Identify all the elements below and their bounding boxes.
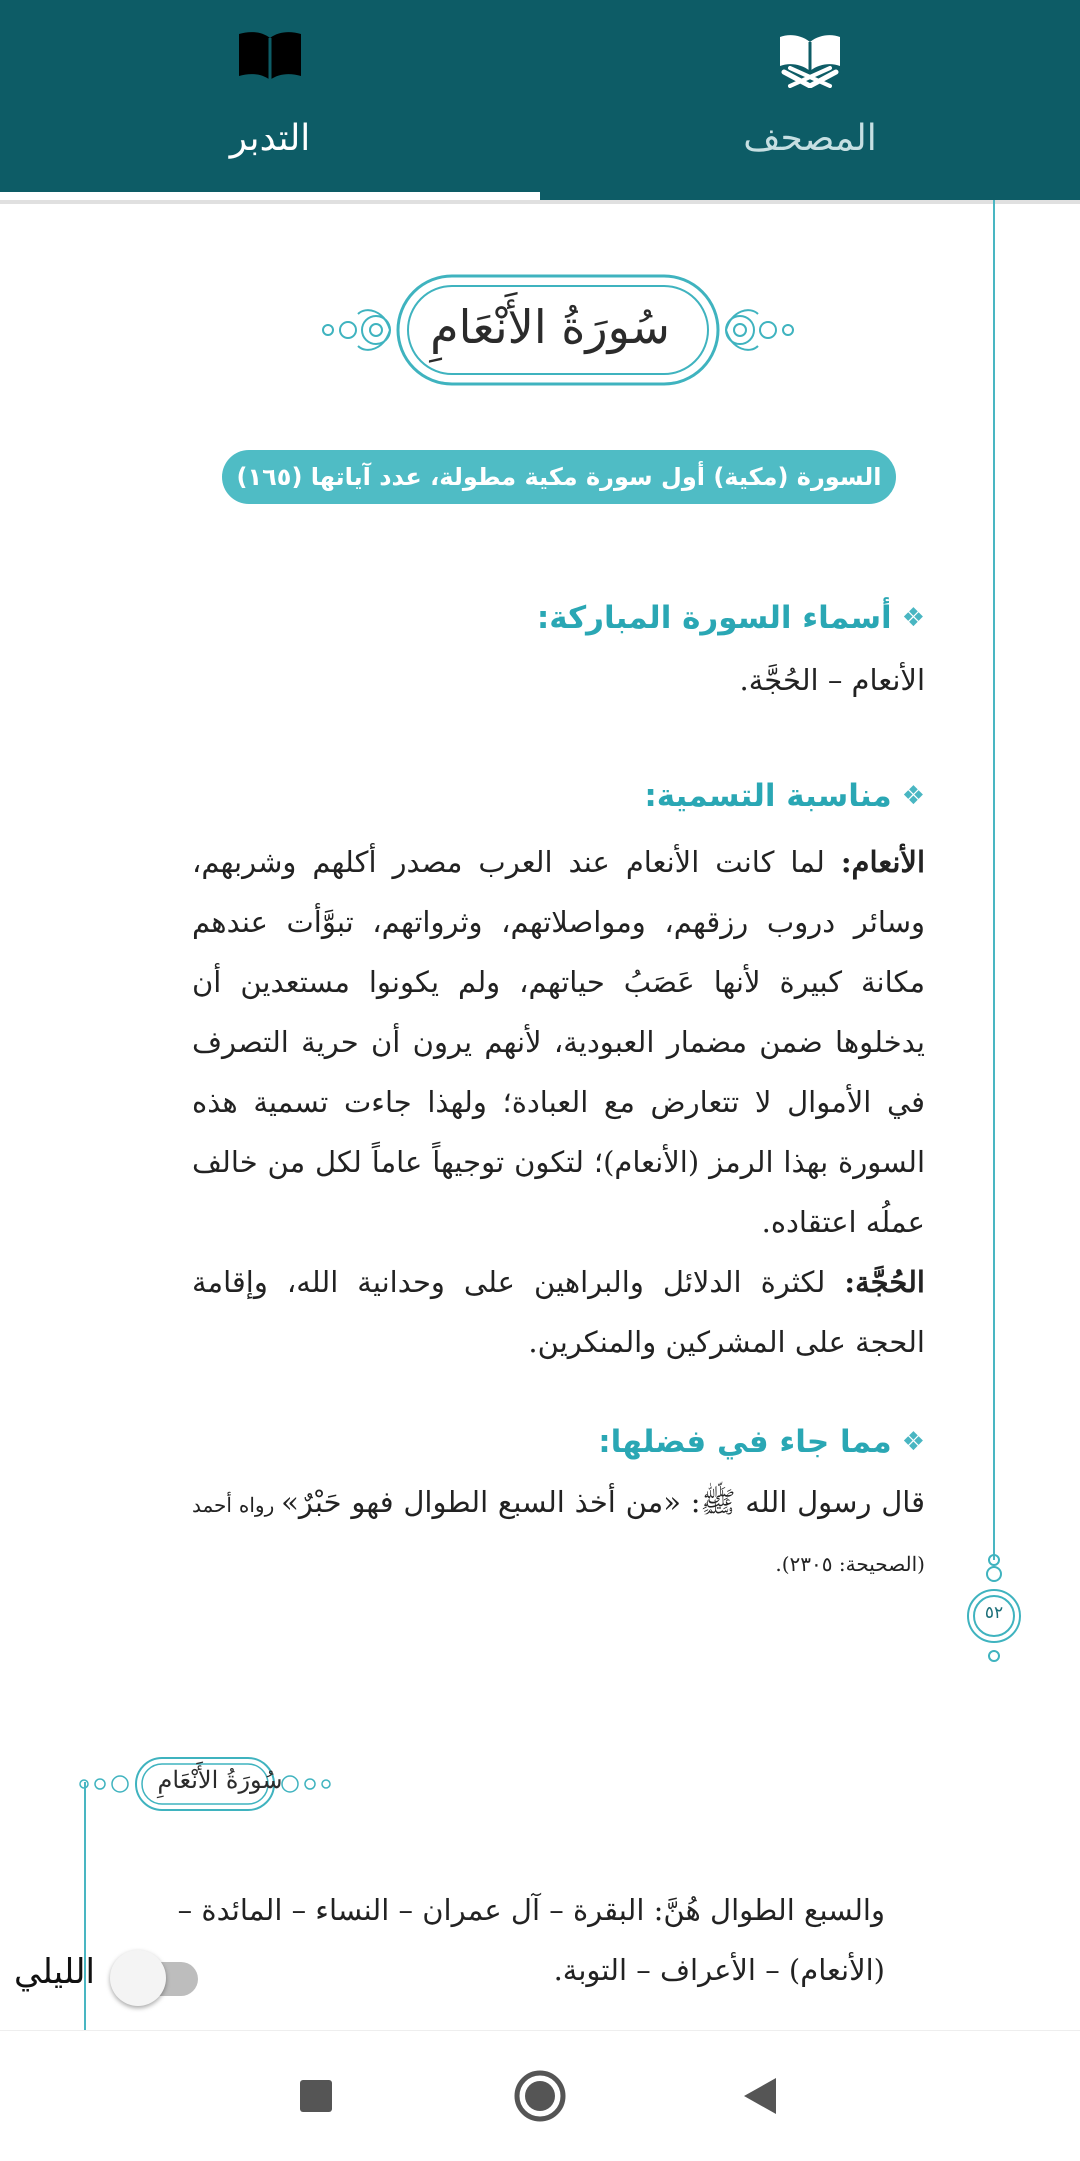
naming-heading-text: مناسبة التسمية:	[644, 778, 892, 814]
header-shadow	[0, 200, 1080, 204]
virtue-hadith: قال رسول الله ﷺ: «من أخذ السبع الطوال فهو حَبْرٌ»	[281, 1485, 925, 1519]
names-heading	[537, 600, 925, 636]
open-quran-icon	[774, 28, 846, 88]
naming-text-anaam: لما كانت الأنعام عند العرب مصدر أكلهم وشربهم، وسائر دروب رزقهم، ومواصلاتهم، وثرواتهم، تبوَّأت عندهم مكانة كبيرة لأنها عَصَبُ حياتهم، ولم يكونوا مستعدين أن يدخلوها ضمن مضمار العبودية، لأنهم يرون أن حرية التصرف في الأموال لا تتعارض مع العبادة؛ ولهذا جاءت تسمية هذه السورة بهذا الرمز (الأنعام)؛ لتكون توجيهاً عاماً لكل من خالف عملُه اعتقاده.	[192, 845, 925, 1239]
square-icon	[298, 2078, 334, 2114]
book-icon	[235, 28, 305, 84]
virtue-body	[192, 1474, 925, 1592]
next-page-border-line	[84, 1782, 86, 2030]
circle-icon	[513, 2069, 567, 2123]
ornament-icon: ❖	[901, 781, 925, 811]
active-tab-indicator	[0, 192, 540, 200]
home-button[interactable]	[480, 2031, 600, 2161]
naming-term-hujja: الحُجَّة:	[844, 1265, 925, 1299]
virtue-source: رواه أحمد (الصحيحة: ٢٣٠٥).	[192, 1493, 925, 1576]
ornament-icon: ❖	[901, 1427, 925, 1457]
virtue-heading	[598, 1424, 925, 1460]
night-mode-switch-thumb[interactable]	[110, 1950, 166, 2006]
names-heading-text: أسماء السورة المباركة:	[536, 600, 892, 636]
naming-term-anaam: الأنعام:	[840, 845, 925, 879]
surah-title: سُورَةُ الأَنْعَامِ	[430, 300, 670, 354]
back-button[interactable]	[700, 2031, 820, 2161]
virtue-heading-text: مما جاء في فضلها:	[598, 1424, 892, 1460]
ornament-icon: ❖	[901, 603, 925, 633]
naming-heading	[644, 778, 925, 814]
recents-button[interactable]	[256, 2031, 376, 2161]
tab-tadabbur-label: التدبر	[229, 118, 311, 159]
next-page-text: والسبع الطوال هُنَّ: البقرة – آل عمران – النساء – المائدة – (الأنعام) – الأعراف – التوبة.	[177, 1893, 885, 1987]
page-border-line	[993, 200, 995, 1560]
tab-mushaf[interactable]	[540, 0, 1080, 200]
night-mode-label: الليلي	[14, 1952, 95, 1992]
system-navigation-bar	[0, 2030, 1080, 2161]
top-tab-bar	[0, 0, 1080, 200]
names-body: الأنعام – الحُجَّة.	[739, 663, 925, 697]
tab-mushaf-label: المصحف	[743, 118, 877, 159]
page-number: ٥٢	[984, 1603, 1004, 1623]
next-page-surah-title: سُورَةُ الأَنْعَامِ	[157, 1766, 283, 1794]
triangle-back-icon	[740, 2074, 780, 2118]
naming-body	[192, 832, 925, 1372]
tab-tadabbur[interactable]	[0, 0, 540, 200]
naming-text-hujja: لكثرة الدلائل والبراهين على وحدانية الله، وإقامة الحجة على المشركين والمنكرين.	[192, 1265, 925, 1359]
surah-info-pill: السورة (مكية) أول سورة مكية مطولة، عدد آياتها (١٦٥)	[222, 450, 896, 504]
